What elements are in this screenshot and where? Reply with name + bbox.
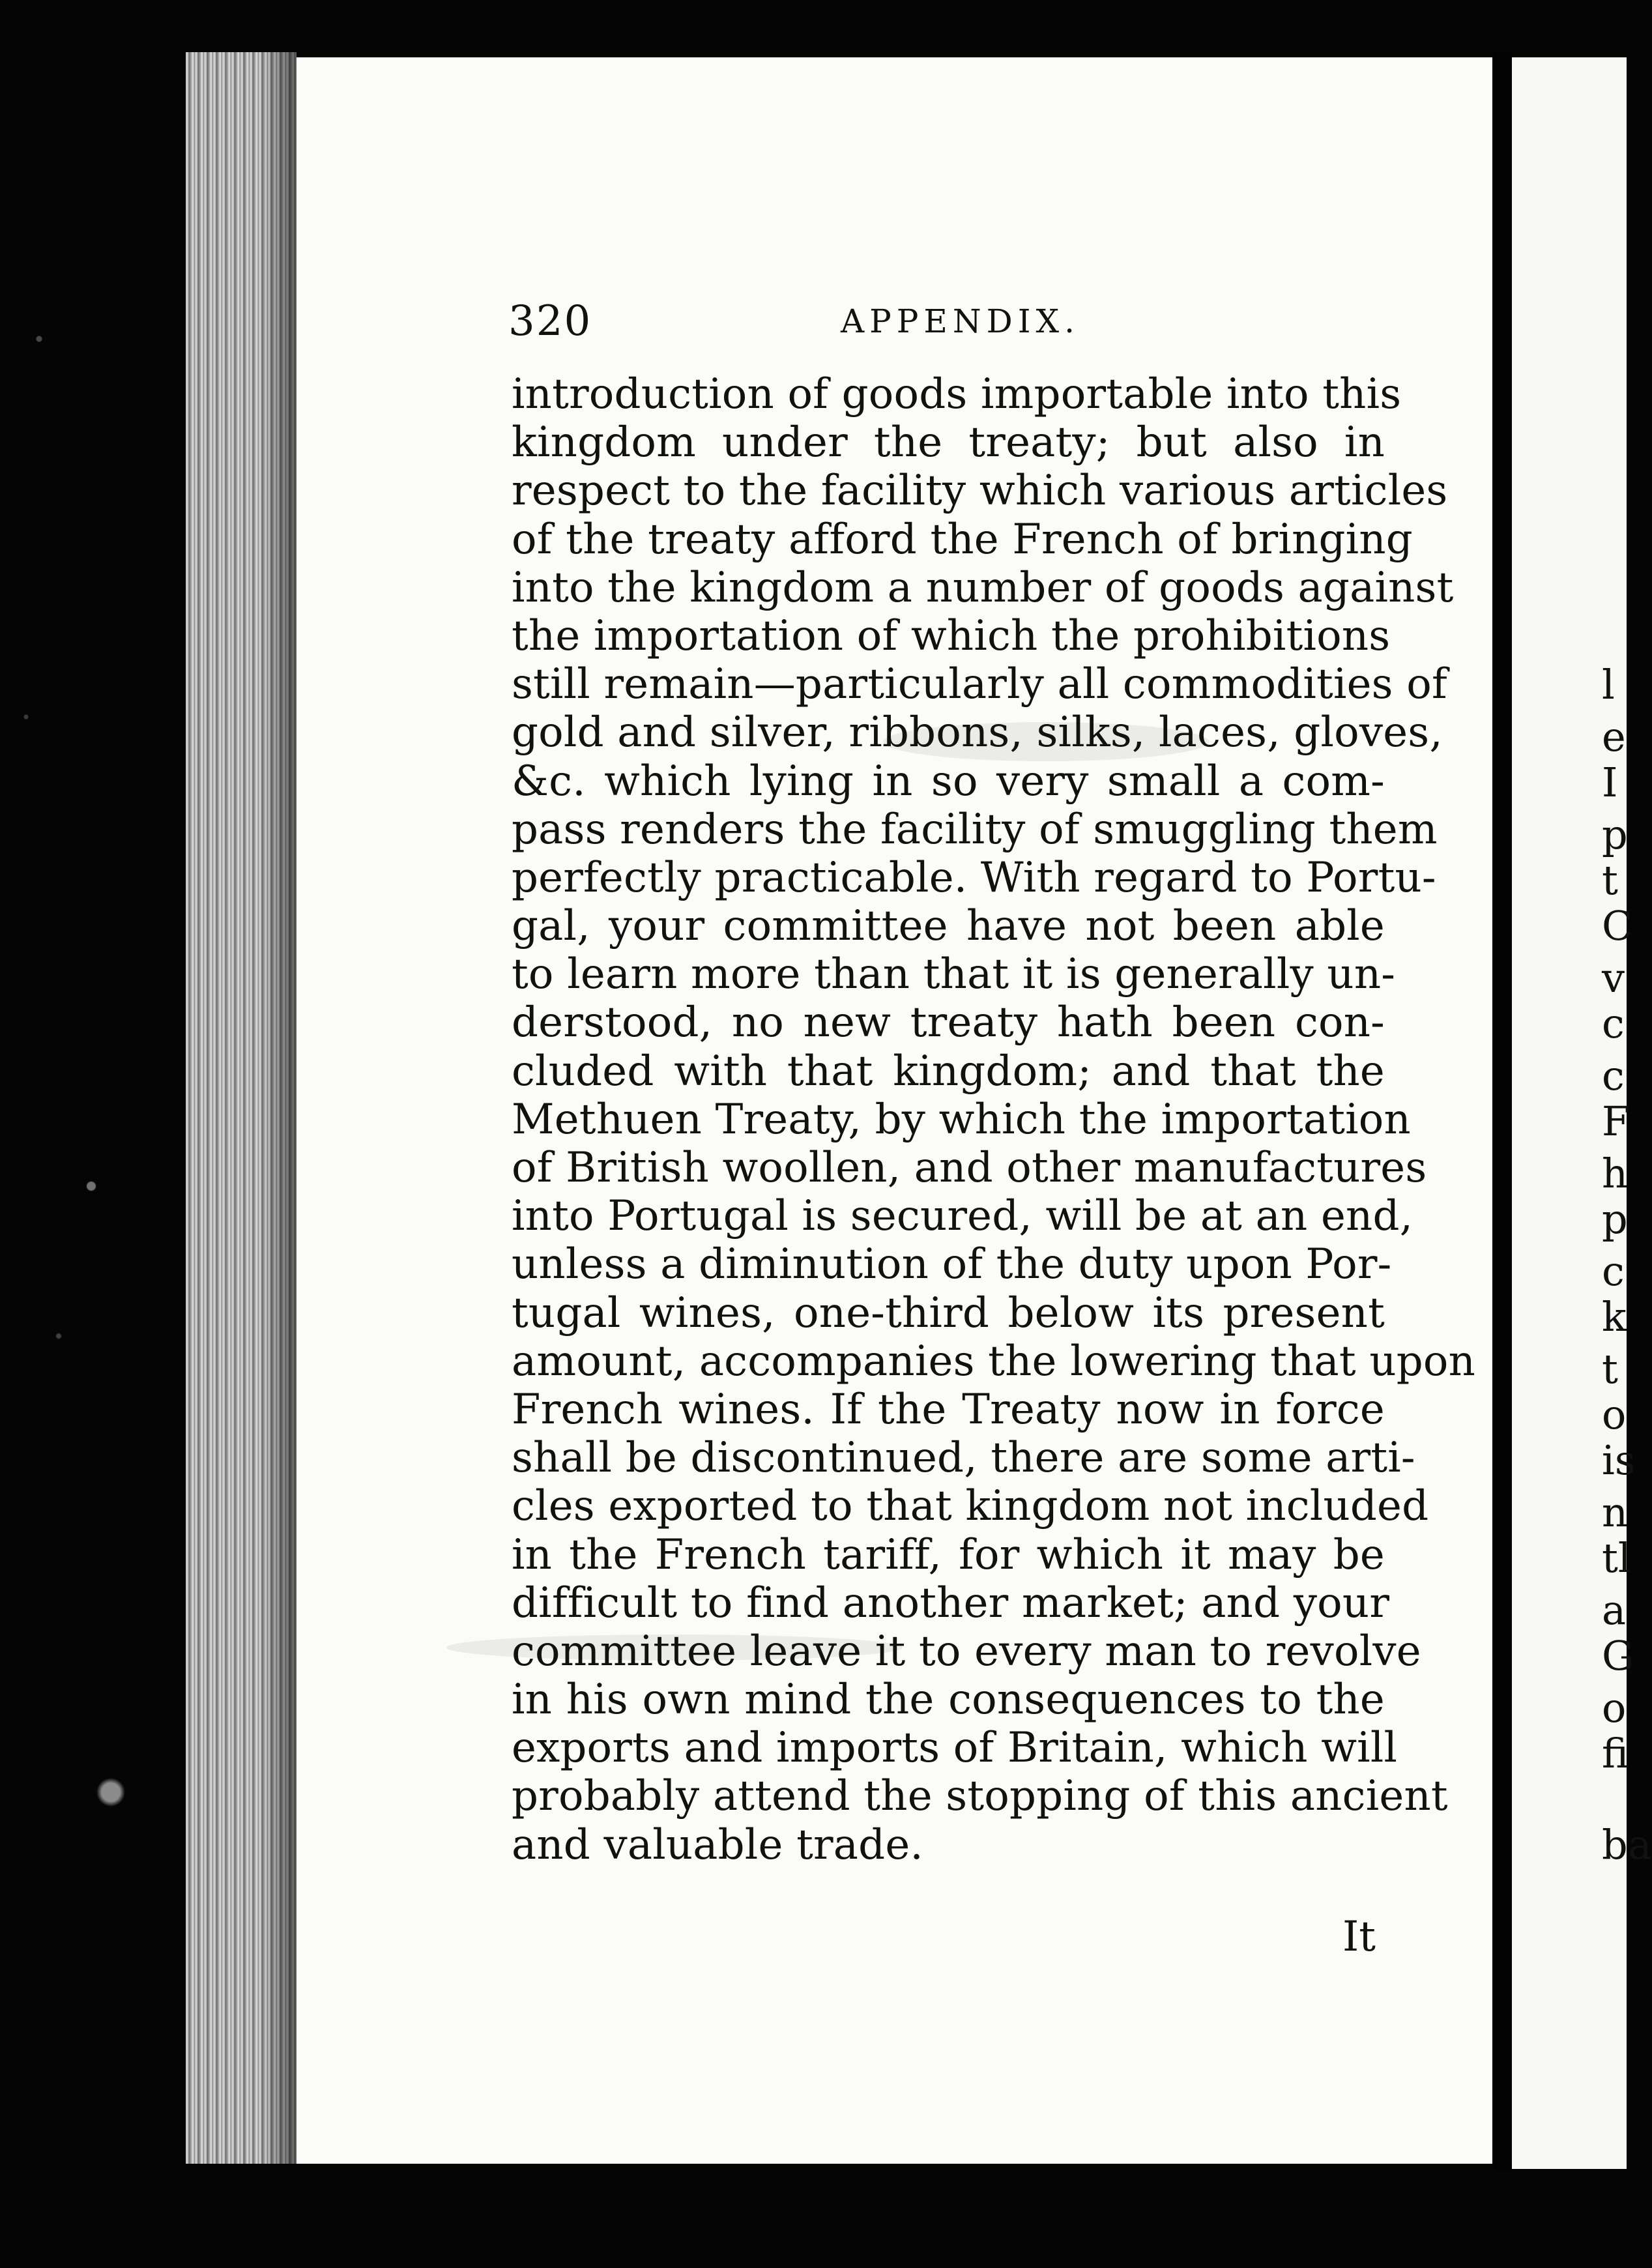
right-page-fragment: ba xyxy=(1602,1821,1652,1868)
right-page-fragment: p xyxy=(1602,1195,1628,1243)
text-line: into the kingdom a number of goods against xyxy=(512,563,1454,612)
text-line: unless a diminution of the duty upon Por- xyxy=(512,1240,1392,1289)
running-head xyxy=(508,297,1382,349)
text-line: shall be discontinued, there are some arti- xyxy=(512,1434,1415,1483)
catchword: It xyxy=(1342,1913,1376,1961)
right-page-fragment: C xyxy=(1602,902,1633,950)
text-line: gold and silver, ribbons, silks, laces, gloves, xyxy=(512,708,1443,757)
running-title: APPENDIX. xyxy=(841,302,1080,340)
text-line: to learn more than that it is generally un- xyxy=(512,950,1396,999)
text-line: in his own mind the consequences to the xyxy=(512,1676,1385,1724)
body-text xyxy=(512,370,1476,1869)
text-line: cles exported to that kingdom not included xyxy=(512,1482,1429,1531)
text-line: of British woollen, and other manufactures xyxy=(512,1144,1427,1192)
right-page-fragment: G xyxy=(1602,1632,1634,1679)
text-line: amount, accompanies the lowering that upon xyxy=(512,1337,1476,1386)
text-line: still remain—particularly all commodities of xyxy=(512,660,1447,709)
text-line: the importation of which the prohibitions xyxy=(512,611,1391,660)
text-line: and valuable trade. xyxy=(512,1820,923,1869)
text-line: exports and imports of Britain, which will xyxy=(512,1724,1398,1773)
book-gutter xyxy=(1492,52,1512,2170)
text-line: kingdom under the treaty; but also in xyxy=(512,418,1385,467)
right-page-fragment: k xyxy=(1602,1293,1627,1341)
right-page-fragment: t xyxy=(1602,856,1618,904)
right-page-fragment: c xyxy=(1602,1000,1625,1047)
text-line: tugal wines, one-third below its present xyxy=(512,1288,1385,1337)
right-page-fragment: a xyxy=(1602,1586,1626,1634)
right-page-fragment: v xyxy=(1602,954,1625,1002)
text-line: pass renders the facility of smuggling them xyxy=(512,805,1438,854)
text-line: of the treaty afford the French of bringing xyxy=(512,515,1413,564)
text-line: derstood, no new treaty hath been con- xyxy=(512,998,1385,1047)
text-line: French wines. If the Treaty now in force xyxy=(512,1385,1385,1434)
book-page-right xyxy=(1512,57,1652,2169)
text-line: committee leave it to every man to revolve xyxy=(512,1627,1421,1676)
right-page-fragment: tl xyxy=(1602,1534,1631,1582)
right-page-fragment: I xyxy=(1602,759,1618,806)
right-page-fragment: n xyxy=(1602,1489,1628,1536)
text-line: in the French tariff, for which it may be xyxy=(512,1530,1385,1579)
right-page-fragment: c xyxy=(1602,1247,1625,1295)
right-page-fragment: t xyxy=(1602,1345,1618,1393)
right-page-fragment: o xyxy=(1602,1684,1627,1732)
text-line: gal, your committee have not been able xyxy=(512,902,1385,951)
right-page-fragment: is xyxy=(1602,1436,1636,1484)
text-line: into Portugal is secured, will be at an end, xyxy=(512,1192,1413,1241)
right-page-fragment: c xyxy=(1602,1052,1625,1099)
text-line: introduction of goods importable into this xyxy=(512,370,1402,418)
text-line: respect to the facility which various articles xyxy=(512,467,1448,516)
right-page-fragment: h xyxy=(1602,1150,1628,1197)
text-line: cluded with that kingdom; and that the xyxy=(512,1047,1385,1096)
right-page-fragment: l xyxy=(1602,661,1615,708)
text-line: Methuen Treaty, by which the importation xyxy=(512,1095,1411,1144)
text-line: &c. which lying in so very small a com- xyxy=(512,757,1385,806)
text-line: probably attend the stopping of this ancient xyxy=(512,1772,1448,1821)
right-page-fragment: fi xyxy=(1602,1730,1629,1777)
text-line: difficult to find another market; and your xyxy=(512,1578,1390,1627)
right-page-fragment: o xyxy=(1602,1391,1627,1438)
text-line: perfectly practicable. With regard to Portu- xyxy=(512,853,1436,902)
right-page-fragment: p xyxy=(1602,811,1628,858)
page-edges-shadow xyxy=(261,52,297,2164)
right-page-fragment: e xyxy=(1602,713,1626,761)
page-number: 320 xyxy=(508,297,592,345)
right-page-fragment: F xyxy=(1602,1098,1630,1145)
